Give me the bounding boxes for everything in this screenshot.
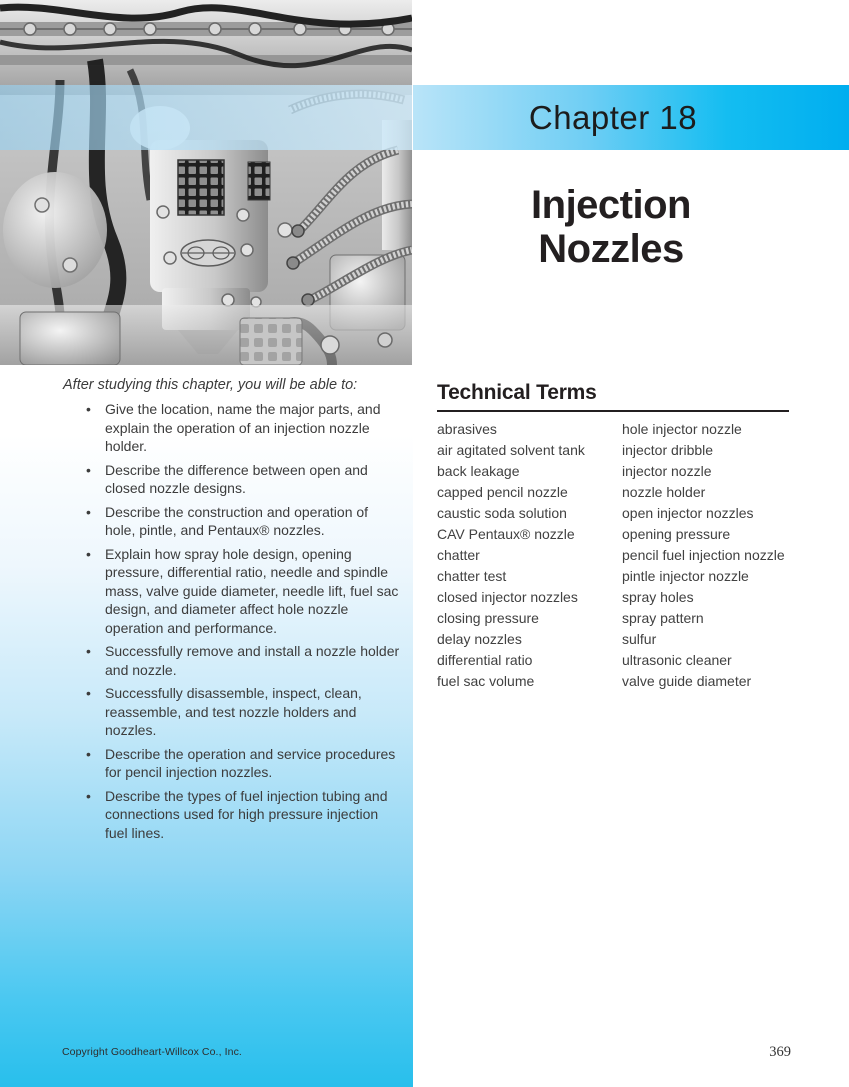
- objective-text: Successfully remove and install a nozzle holder and nozzle.: [105, 643, 400, 678]
- left-gradient-panel: [0, 0, 413, 1087]
- copyright-text: Copyright Goodheart-Willcox Co., Inc.: [62, 1046, 242, 1058]
- objective-text: Explain how spray hole design, opening pressure, differential ratio, needle and spindle mass, valve guide diameter, needle lift, fuel sac design, and diameter affect hole nozzle operation and performance.: [105, 545, 399, 636]
- terms-column-right: [622, 419, 789, 692]
- term-item: chatter: [437, 547, 480, 563]
- objective-item: [63, 461, 400, 498]
- term-item: pencil fuel injection nozzle: [622, 547, 785, 563]
- bullet-dot: •: [86, 745, 91, 762]
- bullet-dot: •: [86, 643, 91, 659]
- terms-divider-rule: [437, 410, 789, 412]
- term-item: CAV Pentaux® nozzle: [437, 526, 575, 542]
- term-item: closed injector nozzles: [437, 589, 578, 605]
- term-item: caustic soda solution: [437, 505, 567, 521]
- chapter-title: [413, 183, 849, 271]
- term-item: differential ratio: [437, 652, 533, 668]
- chapter-label: Chapter 18: [528, 98, 698, 136]
- term-item: air agitated solvent tank: [437, 442, 585, 458]
- page-number: 369: [769, 1044, 791, 1060]
- bullet-dot: •: [86, 401, 91, 417]
- term-item: opening pressure: [622, 526, 731, 542]
- terms-column-left: [437, 419, 622, 692]
- technical-terms-section: [437, 381, 789, 692]
- chapter-banner: [413, 85, 849, 150]
- term-item: sulfur: [622, 631, 657, 647]
- objective-item: [63, 503, 400, 540]
- objective-item: [63, 684, 400, 740]
- terms-columns: [437, 419, 789, 692]
- term-item: back leakage: [437, 463, 520, 479]
- objective-text: Give the location, name the major parts, and explain the operation of an injection nozzle holder.: [105, 401, 381, 454]
- bullet-dot: •: [86, 461, 91, 478]
- term-item: capped pencil nozzle: [437, 484, 568, 500]
- bullet-dot: •: [86, 503, 91, 520]
- term-item: abrasives: [437, 421, 497, 437]
- objective-item: [63, 745, 400, 782]
- term-item: ultrasonic cleaner: [622, 652, 732, 668]
- objective-item: [63, 400, 400, 456]
- term-item: spray pattern: [622, 610, 704, 626]
- term-item: hole injector nozzle: [622, 421, 742, 437]
- bullet-dot: •: [86, 685, 91, 701]
- objective-item: [63, 545, 400, 638]
- term-item: spray holes: [622, 589, 694, 605]
- objective-item: [63, 642, 400, 679]
- objectives-intro: After studying this chapter, you will be able to:: [63, 377, 358, 393]
- term-item: nozzle holder: [622, 484, 706, 500]
- term-item: closing pressure: [437, 610, 539, 626]
- term-item: injector dribble: [622, 442, 714, 458]
- banner-photo-overlay: [0, 85, 412, 150]
- term-item: pintle injector nozzle: [622, 568, 749, 584]
- term-item: fuel sac volume: [437, 673, 535, 689]
- chapter-title-line2: Nozzles: [538, 227, 684, 271]
- objective-text: Describe the difference between open and closed nozzle designs.: [105, 461, 368, 496]
- technical-terms-heading: Technical Terms: [437, 381, 597, 404]
- term-item: valve guide diameter: [622, 673, 752, 689]
- chapter-objectives: [63, 376, 400, 842]
- bullet-dot: •: [86, 545, 91, 562]
- objective-text: Successfully disassemble, inspect, clean, reassemble, and test nozzle holders and nozzles.: [105, 685, 362, 738]
- engine-photo: [0, 0, 412, 365]
- term-item: chatter test: [437, 568, 507, 584]
- objectives-list: [63, 400, 400, 842]
- chapter-title-line1: Injection: [531, 183, 691, 227]
- term-item: delay nozzles: [437, 631, 522, 647]
- term-item: injector nozzle: [622, 463, 712, 479]
- term-item: open injector nozzles: [622, 505, 754, 521]
- objective-text: Describe the construction and operation of hole, pintle, and Pentaux® nozzles.: [105, 503, 369, 538]
- objective-text: Describe the operation and service procedures for pencil injection nozzles.: [105, 745, 396, 780]
- objective-item: [63, 787, 400, 843]
- objective-text: Describe the types of fuel injection tubing and connections used for high pressure injection fuel lines.: [105, 787, 388, 841]
- bullet-dot: •: [86, 787, 91, 804]
